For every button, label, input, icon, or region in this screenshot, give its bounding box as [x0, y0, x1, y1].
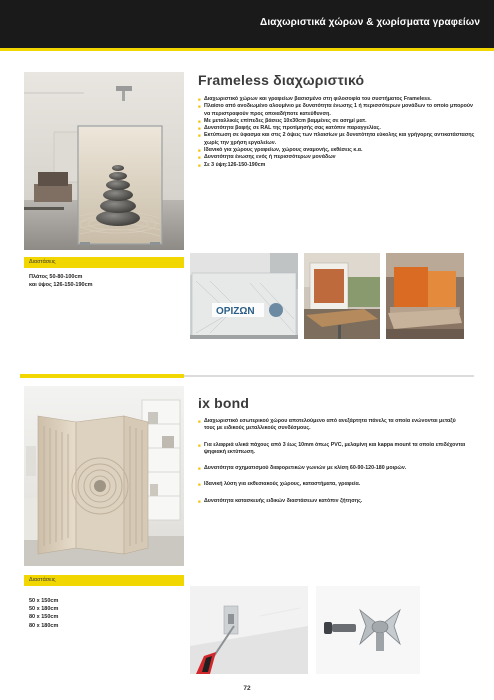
ixbond-dimensions-label: [24, 575, 184, 586]
list-item: ■ Ιδανικό για χώρους γραφείων, χώρους αναμονής, εκθέσεις κ.α.: [198, 147, 478, 154]
connector-install-illustration: [190, 586, 308, 674]
frameless-main-photo: [24, 72, 184, 250]
frameless-title: Frameless διαχωριστικό: [198, 72, 365, 88]
ixbond-main-photo: [24, 386, 184, 566]
list-item: ■ Δυνατότητα σχηματισμού διαφορετικών γωνιών με κλίση 60-90-120-180 μοιρών.: [198, 465, 468, 472]
page-number: 72: [243, 685, 251, 692]
orange-partition-illustration: [386, 253, 464, 339]
header-title: Διαχωριστικά χώρων & χωρίσματα γραφείων: [260, 17, 480, 28]
frameless-photo-horizon: [190, 253, 298, 339]
list-item: ■ Διαχωριστικό εσωτερικού χώρου αποτελούμενο από ανεξάρτητα πάνελς τα οποία ενώνονται μεταξύ τους με ειδικούς μεταλλικούς συνδέσμους.: [198, 418, 468, 433]
list-item: ■ Διαχωριστικό χώρων και γραφείων βασισμένο στη φιλοσοφία του συστήματος Frameless.: [198, 96, 478, 103]
section-divider-grey: [184, 375, 474, 377]
ixbond-dimensions: [29, 597, 58, 630]
list-item: ■ Εκτύπωση σε ύφασμα και στις 2 όψεις των πλαισίων με δυνατότητα εύκολης και γρήγορης αντικατάστασης χωρίς την χρήση εργαλείων.: [198, 132, 478, 147]
dimension-line: 80 x 150cm: [29, 614, 59, 621]
dimension-line: 50 x 150cm: [29, 598, 59, 604]
dimension-line: Πλάτος 50-80-100cm: [29, 274, 83, 280]
connector-part-illustration: [316, 586, 420, 674]
ixbond-feature-list: [198, 418, 468, 514]
section-divider-yellow: [20, 374, 184, 378]
frameless-photo-desk: [386, 253, 464, 339]
dimension-line: 50 x 180cm: [29, 606, 59, 613]
list-item: ■ Δυνατότητα βαφής σε RAL της προτίμησής σας κατόπιν παραγγελίας.: [198, 125, 478, 132]
horizon-banner-illustration: [190, 253, 298, 339]
list-item: ■ Για ελαφριά υλικά πάχους από 3 έως 10mm όπως PVC, μελαμίνη και kappa mount τα οποία επιδέχονται ψηφιακή εκτύπωση.: [198, 442, 468, 457]
frameless-dimensions-label: [24, 257, 184, 268]
dimension-line: και ύψος 126-150-190cm: [29, 282, 93, 289]
ixbond-photo-connector: [316, 586, 420, 674]
ixbond-photo-screwdriver: [190, 586, 308, 674]
header-accent-stripe: [0, 48, 494, 51]
frameless-photo-office: [304, 253, 380, 339]
list-item: ■ Δυνατότητα ένωσης ενός ή περισσότερων μονάδων: [198, 154, 478, 161]
list-item: ■ Δυνατότητα κατασκευής ειδικών διαστάσεων κατόπιν ζήτησης.: [198, 498, 468, 505]
list-item: ■ Ιδανική λύση για εκθεσιακούς χώρους, καταστήματα, γραφεία.: [198, 481, 468, 488]
ixbond-title: ix bond: [198, 395, 250, 411]
frameless-dimensions: [29, 273, 93, 289]
list-item: ■ Πλαίσιο από ανοδιωμένο αλουμίνιο με δυνατότητα ένωσης 1 ή περισσότερων μονάδων το οποίο μπορούν να περιστραφούν προς οποιαδήποτε κατεύθυνση.: [198, 103, 478, 118]
frameless-feature-list: [198, 96, 478, 169]
list-item: ■ Σε 3 ύψη:126-150-190cm: [198, 162, 478, 169]
dimension-line: 80 x 180cm: [29, 622, 59, 629]
ixbond-room-illustration: [24, 386, 184, 566]
list-item: ■ Με μεταλλικές επίπεδες βάσεις 10x30cm βαμμένες σε ασημί ματ.: [198, 118, 478, 125]
dimensions-label-text: Διαστάσεις: [29, 577, 56, 583]
horizon-sign-text: ΟΡΙΖΩΝ: [216, 306, 255, 317]
office-desk-illustration: [304, 253, 380, 339]
dimensions-label-text: Διαστάσεις: [29, 259, 56, 265]
frameless-room-illustration: [24, 72, 184, 250]
